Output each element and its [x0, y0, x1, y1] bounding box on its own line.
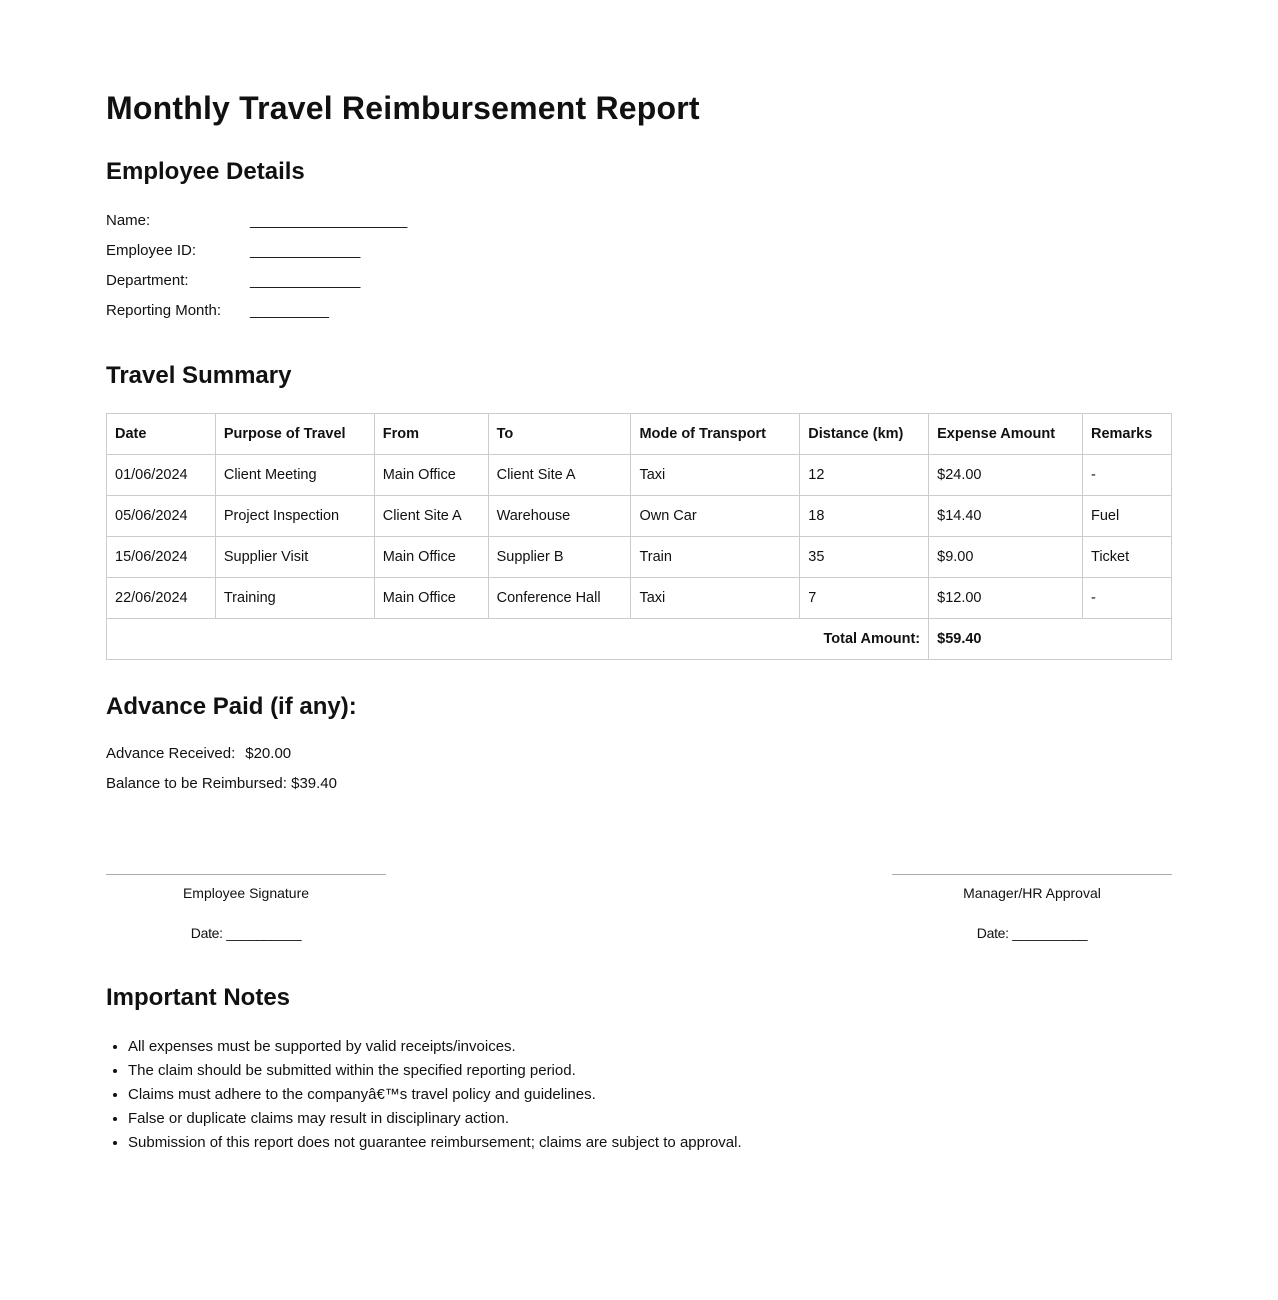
total-label: Total Amount: — [107, 619, 929, 660]
manager-approval-caption: Manager/HR Approval — [963, 885, 1101, 901]
manager-signature-line[interactable] — [892, 874, 1172, 875]
table-cell: Ticket — [1083, 537, 1172, 578]
table-cell: Taxi — [631, 578, 800, 619]
table-cell: Main Office — [374, 455, 488, 496]
advance-heading: Advance Paid (if any): — [106, 693, 357, 720]
list-item: • False or duplicate claims may result in disciplinary action. — [128, 1107, 742, 1131]
balance-label: Balance to be Reimbursed: — [106, 775, 287, 792]
advance-section — [106, 745, 337, 805]
total-value: $59.40 — [929, 619, 1172, 660]
table-cell: Client Site A — [488, 455, 631, 496]
table-cell: $9.00 — [929, 537, 1083, 578]
advance-received-value: $20.00 — [245, 745, 292, 762]
travel-summary-heading: Travel Summary — [106, 362, 292, 389]
table-cell: Supplier Visit — [215, 537, 374, 578]
employee-id-blank[interactable]: ______________ — [250, 242, 360, 259]
table-row — [107, 455, 1172, 496]
table-cell: Train — [631, 537, 800, 578]
table-cell: - — [1083, 578, 1172, 619]
list-item: • All expenses must be supported by valid receipts/invoices. — [128, 1035, 742, 1059]
column-header: From — [374, 414, 488, 455]
field-label: Department: — [106, 272, 189, 289]
field-label: Employee ID: — [106, 242, 197, 259]
table-header-row — [107, 414, 1172, 455]
table-cell: 12 — [800, 455, 929, 496]
table-row — [107, 578, 1172, 619]
table-cell: 01/06/2024 — [107, 455, 216, 496]
table-cell: Project Inspection — [215, 496, 374, 537]
list-item: • Claims must adhere to the companyâ€™s travel policy and guidelines. — [128, 1083, 742, 1107]
name-blank[interactable]: ____________________ — [250, 212, 407, 229]
employee-date: Date: __________ — [190, 925, 302, 941]
employee-signature-line[interactable] — [106, 874, 386, 875]
column-header: Distance (km) — [800, 414, 929, 455]
total-row — [107, 619, 1172, 660]
table-row — [107, 537, 1172, 578]
page-title: Monthly Travel Reimbursement Report — [106, 90, 700, 126]
column-header: Remarks — [1083, 414, 1172, 455]
manager-approval-block — [892, 874, 1172, 941]
table-cell: $12.00 — [929, 578, 1083, 619]
table-cell: Main Office — [374, 578, 488, 619]
list-item: • The claim should be submitted within the specified reporting period. — [128, 1059, 742, 1083]
advance-received-line — [106, 745, 337, 775]
table-cell: 18 — [800, 496, 929, 537]
column-header: Purpose of Travel — [215, 414, 374, 455]
travel-summary-table — [106, 413, 1172, 660]
notes-heading: Important Notes — [106, 984, 291, 1011]
table-row — [107, 496, 1172, 537]
manager-date: Date: __________ — [976, 925, 1088, 941]
table-cell: $14.40 — [929, 496, 1083, 537]
field-label: Name: — [106, 212, 151, 229]
column-header: Expense Amount — [929, 414, 1083, 455]
table-cell: Warehouse — [488, 496, 631, 537]
table-cell: 35 — [800, 537, 929, 578]
advance-received-label: Advance Received: — [106, 745, 236, 762]
employee-signature-caption: Employee Signature — [182, 885, 310, 901]
table-cell: Main Office — [374, 537, 488, 578]
employee-details-heading: Employee Details — [106, 158, 305, 185]
reporting-month-blank[interactable]: __________ — [250, 302, 329, 319]
balance-line — [106, 775, 337, 805]
table-cell: Supplier B — [488, 537, 631, 578]
column-header: To — [488, 414, 631, 455]
table-cell: 22/06/2024 — [107, 578, 216, 619]
table-cell: 05/06/2024 — [107, 496, 216, 537]
table-cell: Own Car — [631, 496, 800, 537]
table-cell: Conference Hall — [488, 578, 631, 619]
department-blank[interactable]: ______________ — [250, 272, 360, 289]
table-cell: Taxi — [631, 455, 800, 496]
table-cell: Fuel — [1083, 496, 1172, 537]
table-cell: Client Meeting — [215, 455, 374, 496]
field-label: Reporting Month: — [106, 302, 222, 319]
balance-value: $39.40 — [291, 775, 337, 792]
table-cell: - — [1083, 455, 1172, 496]
column-header: Date — [107, 414, 216, 455]
table-cell: 7 — [800, 578, 929, 619]
notes-list — [106, 1035, 742, 1155]
table-cell: $24.00 — [929, 455, 1083, 496]
table-cell: Client Site A — [374, 496, 488, 537]
list-item: • Submission of this report does not guarantee reimbursement; claims are subject to approval. — [128, 1131, 742, 1155]
table-cell: Training — [215, 578, 374, 619]
column-header: Mode of Transport — [631, 414, 800, 455]
employee-signature-block — [106, 874, 386, 941]
table-cell: 15/06/2024 — [107, 537, 216, 578]
